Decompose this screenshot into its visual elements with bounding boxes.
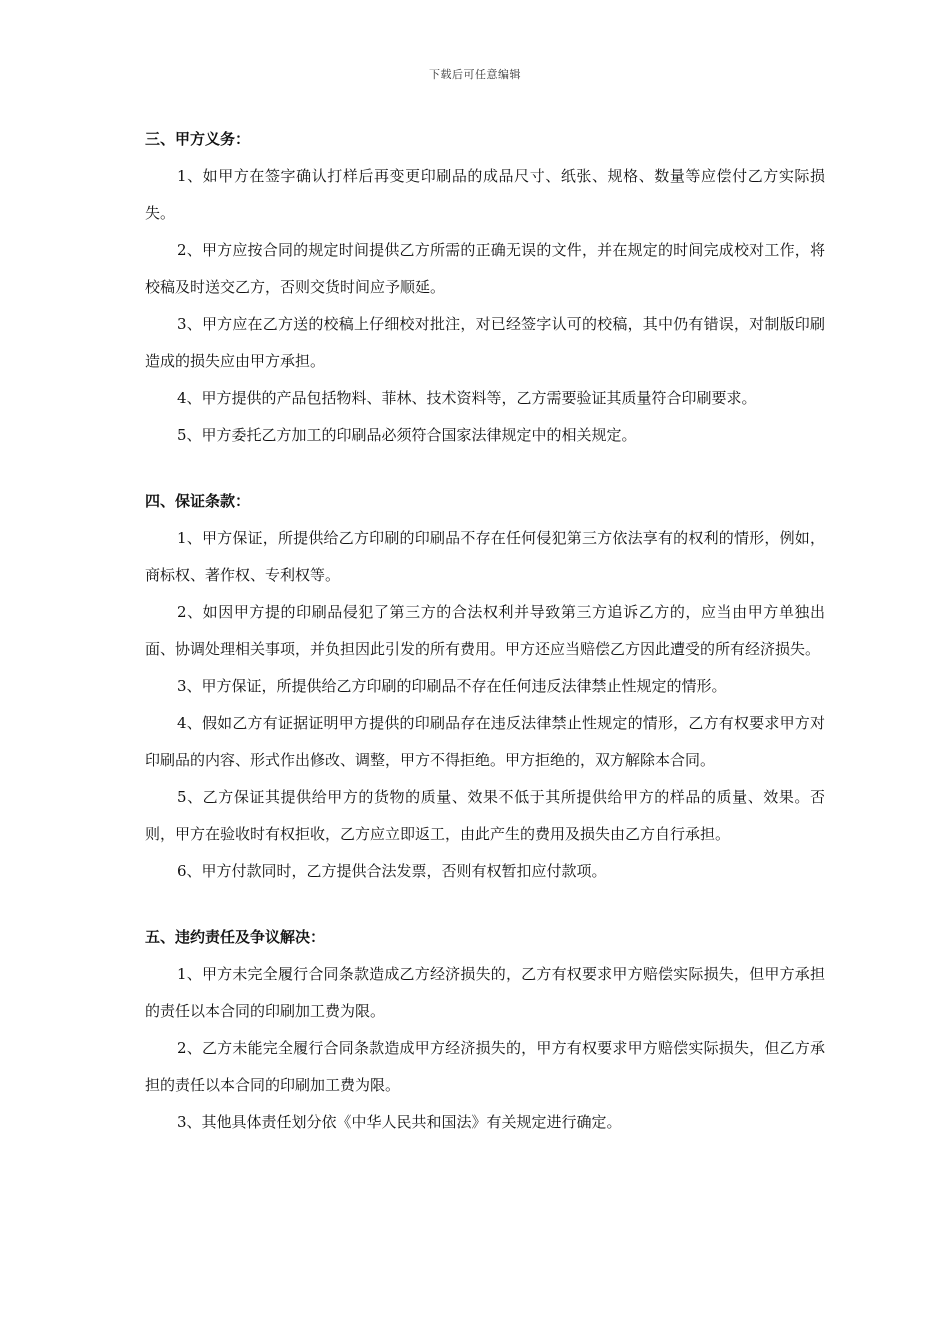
paragraph: 4、甲方提供的产品包括物料、菲林、技术资料等，乙方需要验证其质量符合印刷要求。 <box>177 389 757 407</box>
section-liability-disputes <box>145 924 825 1141</box>
paragraph: 3、其他具体责任划分依《中华人民共和国法》有关规定进行确定。 <box>177 1113 622 1131</box>
paragraph: 3、甲方应在乙方送的校稿上仔细校对批注，对已经签字认可的校稿，其中仍有错误，对制版印刷造成的损失应由甲方承担。 <box>145 315 825 370</box>
paragraph: 5、甲方委托乙方加工的印刷品必须符合国家法律规定中的相关规定。 <box>177 426 637 444</box>
paragraph: 5、乙方保证其提供给甲方的货物的质量、效果不低于其所提供给甲方的样品的质量、效果。否则，甲方在验收时有权拒收，乙方应立即返工，由此产生的费用及损失由乙方自行承担。 <box>145 788 825 843</box>
section-guarantee-clauses <box>145 488 825 890</box>
paragraph: 1、甲方未完全履行合同条款造成乙方经济损失的，乙方有权要求甲方赔偿实际损失，但甲方承担的责任以本合同的印刷加工费为限。 <box>145 965 825 1020</box>
section-title: 五、违约责任及争议解决： <box>145 928 326 946</box>
paragraph: 2、如因甲方提的印刷品侵犯了第三方的合法权利并导致第三方追诉乙方的，应当由甲方单独出面、协调处理相关事项，并负担因此引发的所有费用。甲方还应当赔偿乙方因此遭受的所有经济损失。 <box>145 603 825 658</box>
paragraph: 4、假如乙方有证据证明甲方提供的印刷品存在违反法律禁止性规定的情形，乙方有权要求甲方对印刷品的内容、形式作出修改、调整，甲方不得拒绝。甲方拒绝的，双方解除本合同。 <box>145 714 825 769</box>
paragraph: 1、甲方保证，所提供给乙方印刷的印刷品不存在任何侵犯第三方依法享有的权利的情形，例如，商标权、著作权、专利权等。 <box>145 529 825 584</box>
paragraph: 1、如甲方在签字确认打样后再变更印刷品的成品尺寸、纸张、规格、数量等应偿付乙方实际损失。 <box>145 167 825 222</box>
paragraph: 6、甲方付款同时，乙方提供合法发票，否则有权暂扣应付款项。 <box>177 862 607 880</box>
section-title: 四、保证条款： <box>145 492 251 510</box>
document-body <box>145 126 825 1175</box>
paragraph: 2、甲方应按合同的规定时间提供乙方所需的正确无误的文件，并在规定的时间完成校对工作，将校稿及时送交乙方，否则交货时间应予顺延。 <box>145 241 825 296</box>
section-party-a-obligations <box>145 126 825 454</box>
paragraph: 2、乙方未能完全履行合同条款造成甲方经济损失的，甲方有权要求甲方赔偿实际损失，但乙方承担的责任以本合同的印刷加工费为限。 <box>145 1039 825 1094</box>
paragraph: 3、甲方保证，所提供给乙方印刷的印刷品不存在任何违反法律禁止性规定的情形。 <box>177 677 727 695</box>
page-header: 下载后可任意编辑 <box>429 68 521 81</box>
section-title: 三、甲方义务： <box>145 130 251 148</box>
